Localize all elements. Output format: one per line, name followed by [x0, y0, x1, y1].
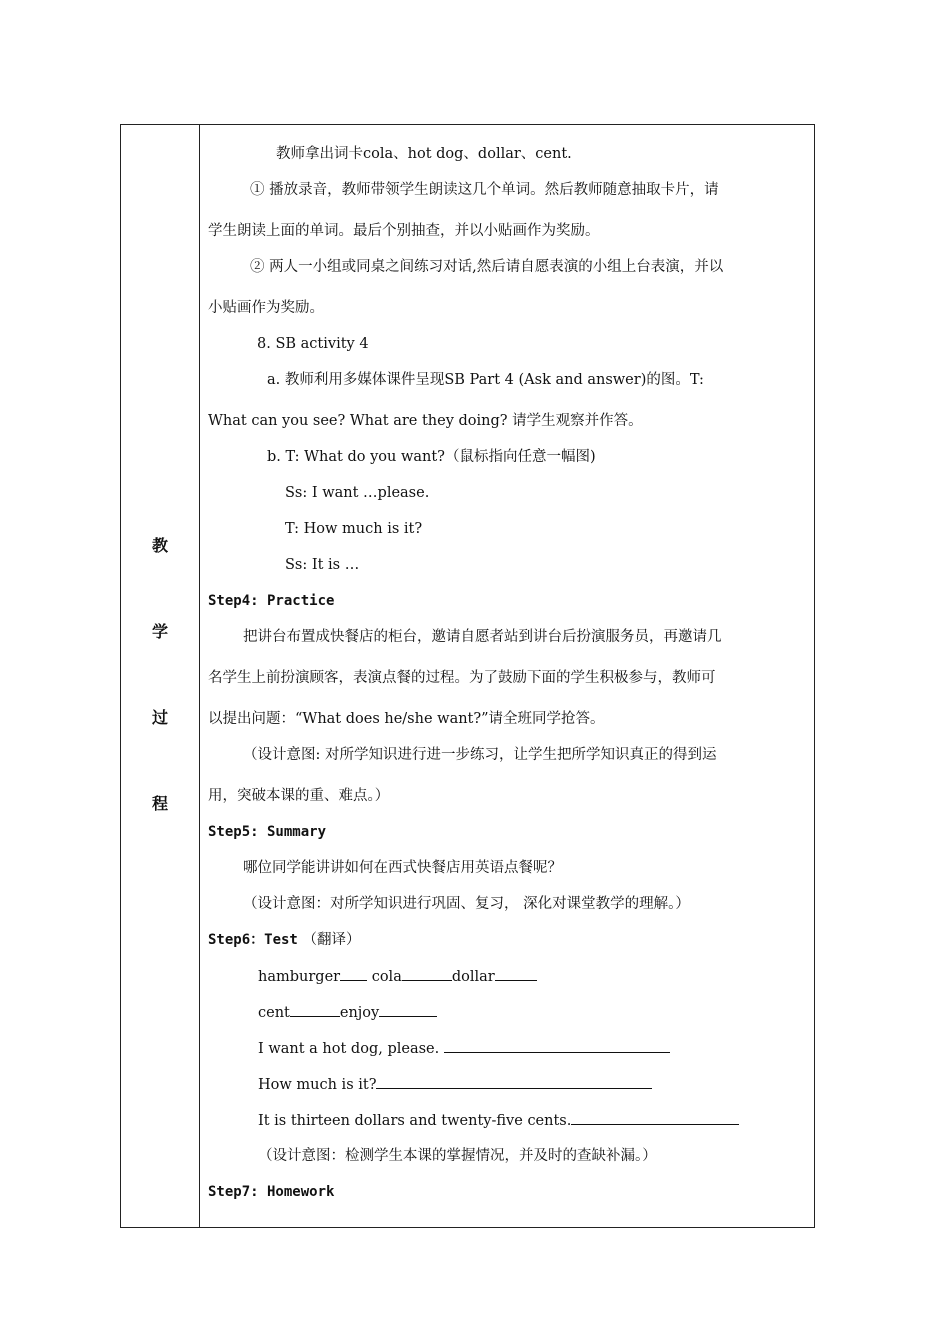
step4-heading: Step4: Practice	[208, 593, 335, 609]
test-word: cola	[367, 969, 402, 985]
text-line: Ss: It is …	[285, 557, 360, 573]
test-row-3	[258, 1038, 670, 1059]
sidebar-char-2: 学	[151, 622, 168, 641]
sidebar-char-4: 程	[151, 794, 168, 813]
sidebar-char-1: 教	[151, 536, 168, 555]
test-row-5	[258, 1110, 739, 1131]
text-line: ② 两人一小组或同桌之间练习对话,然后请自愿表演的小组上台表演，并以	[250, 259, 724, 275]
text-line: （设计意图：对所学知识进行巩固、复习， 深化对课堂教学的理解。）	[243, 896, 690, 912]
step7-heading: Step7: Homework	[208, 1184, 335, 1200]
text-line: 用，突破本课的重、难点。）	[208, 788, 390, 804]
step6-heading-row	[208, 930, 360, 950]
sidebar-char-3: 过	[151, 708, 168, 727]
answer-blank	[340, 966, 367, 981]
answer-blank	[290, 1002, 340, 1017]
text-line: ① 播放录音，教师带领学生朗读这几个单词。然后教师随意抽取卡片，请	[250, 182, 719, 198]
text-line: 以提出问题：“What does he/she want?”请全班同学抢答。	[208, 711, 605, 727]
answer-blank	[379, 1002, 437, 1017]
text-line: a. 教师利用多媒体课件呈现SB Part 4 (Ask and answer)的图。T:	[267, 372, 704, 388]
test-word: hamburger	[258, 969, 341, 985]
text-line: 把讲台布置成快餐店的柜台，邀请自愿者站到讲台后扮演服务员，再邀请几	[243, 629, 722, 645]
test-word: enjoy	[339, 1005, 380, 1021]
test-sentence: How much is it?	[258, 1077, 377, 1093]
text-line: 学生朗读上面的单词。最后个别抽查，并以小贴画作为奖励。	[208, 223, 600, 239]
text-line: b. T: What do you want?（鼠标指向任意一幅图)	[267, 449, 596, 465]
text-line: （设计意图: 对所学知识进行进一步练习，让学生把所学知识真正的得到运	[243, 747, 717, 763]
step6-heading: Step6：Test	[208, 932, 298, 948]
answer-blank	[402, 966, 452, 981]
test-sentence: It is thirteen dollars and twenty-five cents.	[258, 1113, 572, 1129]
test-row-2	[258, 1002, 437, 1023]
text-line: T: How much is it?	[285, 521, 423, 537]
text-line: What can you see? What are they doing? 请学生观察并作答。	[208, 413, 643, 429]
test-sentence: I want a hot dog, please.	[258, 1041, 444, 1057]
text-line: 8. SB activity 4	[257, 336, 369, 352]
answer-blank	[376, 1074, 652, 1089]
answer-blank	[495, 966, 537, 981]
text-line: 哪位同学能讲讲如何在西式快餐店用英语点餐呢？	[243, 860, 562, 876]
step6-note: （翻译）	[297, 932, 361, 948]
answer-blank	[571, 1110, 739, 1125]
text-line: （设计意图：检测学生本课的掌握情况，并及时的查缺补漏。）	[258, 1148, 657, 1164]
test-word: dollar	[451, 969, 495, 985]
test-word: cent	[258, 1005, 290, 1021]
test-row-1	[258, 966, 537, 987]
text-line: Ss: I want …please.	[285, 485, 430, 501]
text-line: 名学生上前扮演顾客，表演点餐的过程。为了鼓励下面的学生积极参与，教师可	[208, 670, 716, 686]
column-divider	[199, 125, 200, 1227]
test-row-4	[258, 1074, 652, 1095]
text-line: 教师拿出词卡cola、hot dog、dollar、cent.	[276, 146, 572, 162]
text-line: 小贴画作为奖励。	[208, 300, 324, 316]
answer-blank	[444, 1038, 670, 1053]
step5-heading: Step5: Summary	[208, 824, 327, 840]
